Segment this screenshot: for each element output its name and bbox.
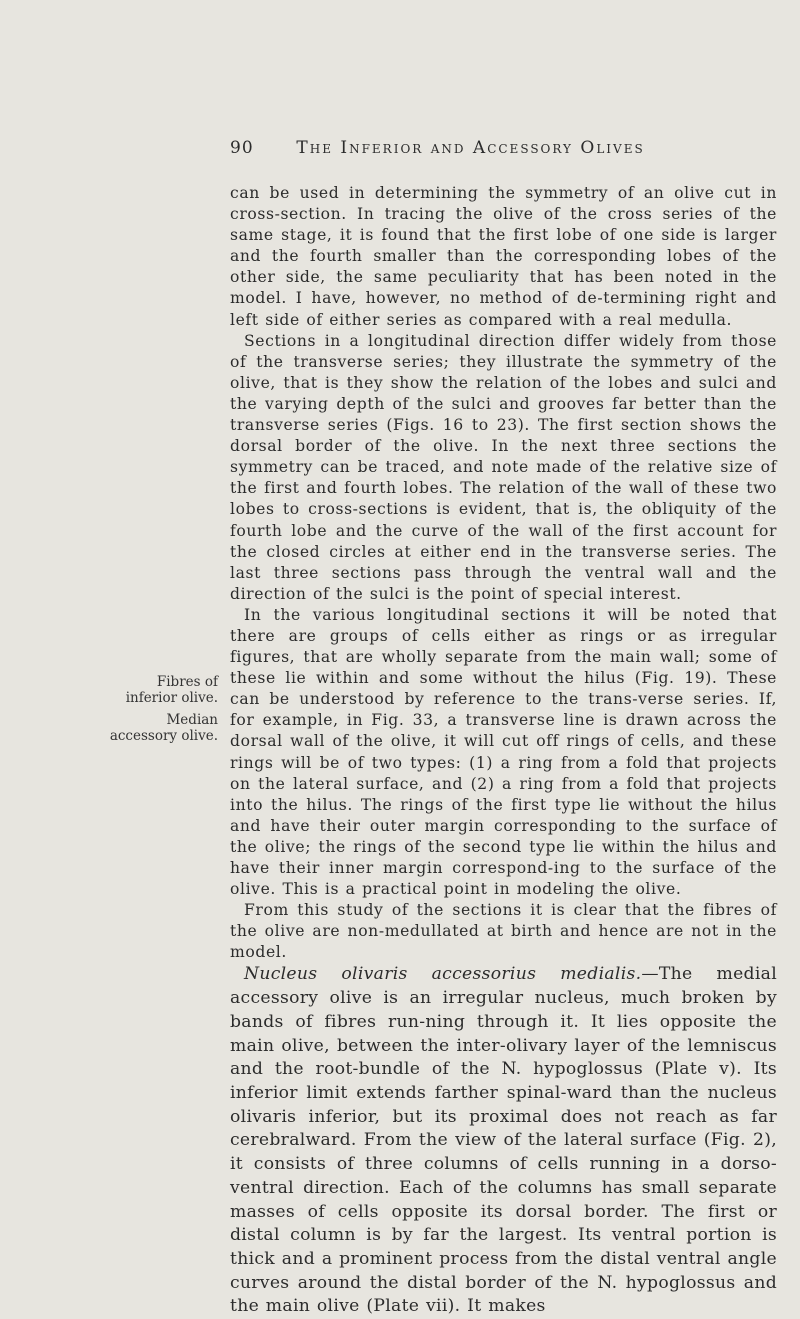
- paragraph-medial-accessory-olive: [230, 963, 777, 1319]
- paragraph: In the various longitudinal sections it will be noted that there are groups of cells either as rings or as irregular figures, that are wholly separate from the main wall; some of these lie within and some without the hilus (Fig. 19). These can be understood by reference to the trans-verse series. If, for example, in Fig. 33, a transverse line is drawn across the dorsal wall of the olive, it will cut off rings of cells, and these rings will be of two types: (1) a ring from a fold that projects on the lateral surface, and (2) a ring from a fold that projects into the hilus. The rings of the first type lie without the hilus and have their outer margin corresponding to the surface of the olive; the rings of the second type lie within the hilus and have their inner margin correspond-ing to the surface of the olive. This is a practical point in modeling the olive.: [230, 605, 777, 899]
- body-text: [230, 183, 777, 1319]
- paragraph: Sections in a longitudinal direction differ widely from those of the transverse series; they illustrate the symmetry of the olive, that is they show the relation of the lobes and sulci and the varying depth of the sulci and grooves far better than the transverse series (Figs. 16 to 23). The first section shows the dorsal border of the olive. In the next three sections the symmetry can be traced, and note made of the relative size of the first and fourth lobes. The relation of the wall of these two lobes to cross-sections is evident, that is, the obliquity of the fourth lobe and the curve of the wall of the first account for the closed circles at either end in the transverse series. The last three sections pass through the ventral wall and the direction of the sulci is the point of special interest.: [230, 331, 777, 603]
- margin-note-line: inferior olive.: [125, 690, 218, 706]
- paragraph: From this study of the sections it is clear that the fibres of the olive are non-medullated at birth and hence are not in the model.: [230, 901, 777, 962]
- running-title: The Inferior and Accessory Olives: [296, 138, 645, 158]
- latin-heading: Nucleus olivaris accessorius medialis.: [244, 964, 642, 985]
- margin-note-fibres: [20, 674, 218, 706]
- page-header: [230, 138, 770, 158]
- margin-note-line: Median: [166, 712, 218, 728]
- margin-note-line: accessory olive.: [109, 728, 218, 744]
- page-number: 90: [230, 138, 254, 158]
- paragraph: can be used in determining the symmetry of an olive cut in cross-section. In tracing the olive of the cross series of the same stage, it is found that the first lobe of one side is larger and the fourth smaller than the corresponding lobes of the other side, the same peculiarity that has been noted in the model. I have, however, no method of de-termining right and left side of either series as compared with a real medulla.: [230, 184, 777, 329]
- margin-note-median-accessory: [20, 712, 218, 744]
- paragraph-text: —The medial accessory olive is an irregular nucleus, much broken by bands of fibres run-ning through it. It lies opposite the main olive, between the inter-olivary layer of the lemniscus and the root-bundle of the N. hypoglossus (Plate v). Its inferior limit extends farther spinal-ward than the nucleus olivaris inferior, but its proximal does not reach as far cerebralward. From the view of the lateral surface (Fig. 2), it consists of three columns of cells running in a dorso-ventral direction. Each of the columns has small separate masses of cells opposite its dorsal border. The first or distal column is by far the largest. Its ventral portion is thick and a prominent process from the distal ventral angle curves around the distal border of the N. hypoglossus and the main olive (Plate vii). It makes: [230, 964, 777, 1317]
- margin-note-line: Fibres of: [156, 674, 218, 690]
